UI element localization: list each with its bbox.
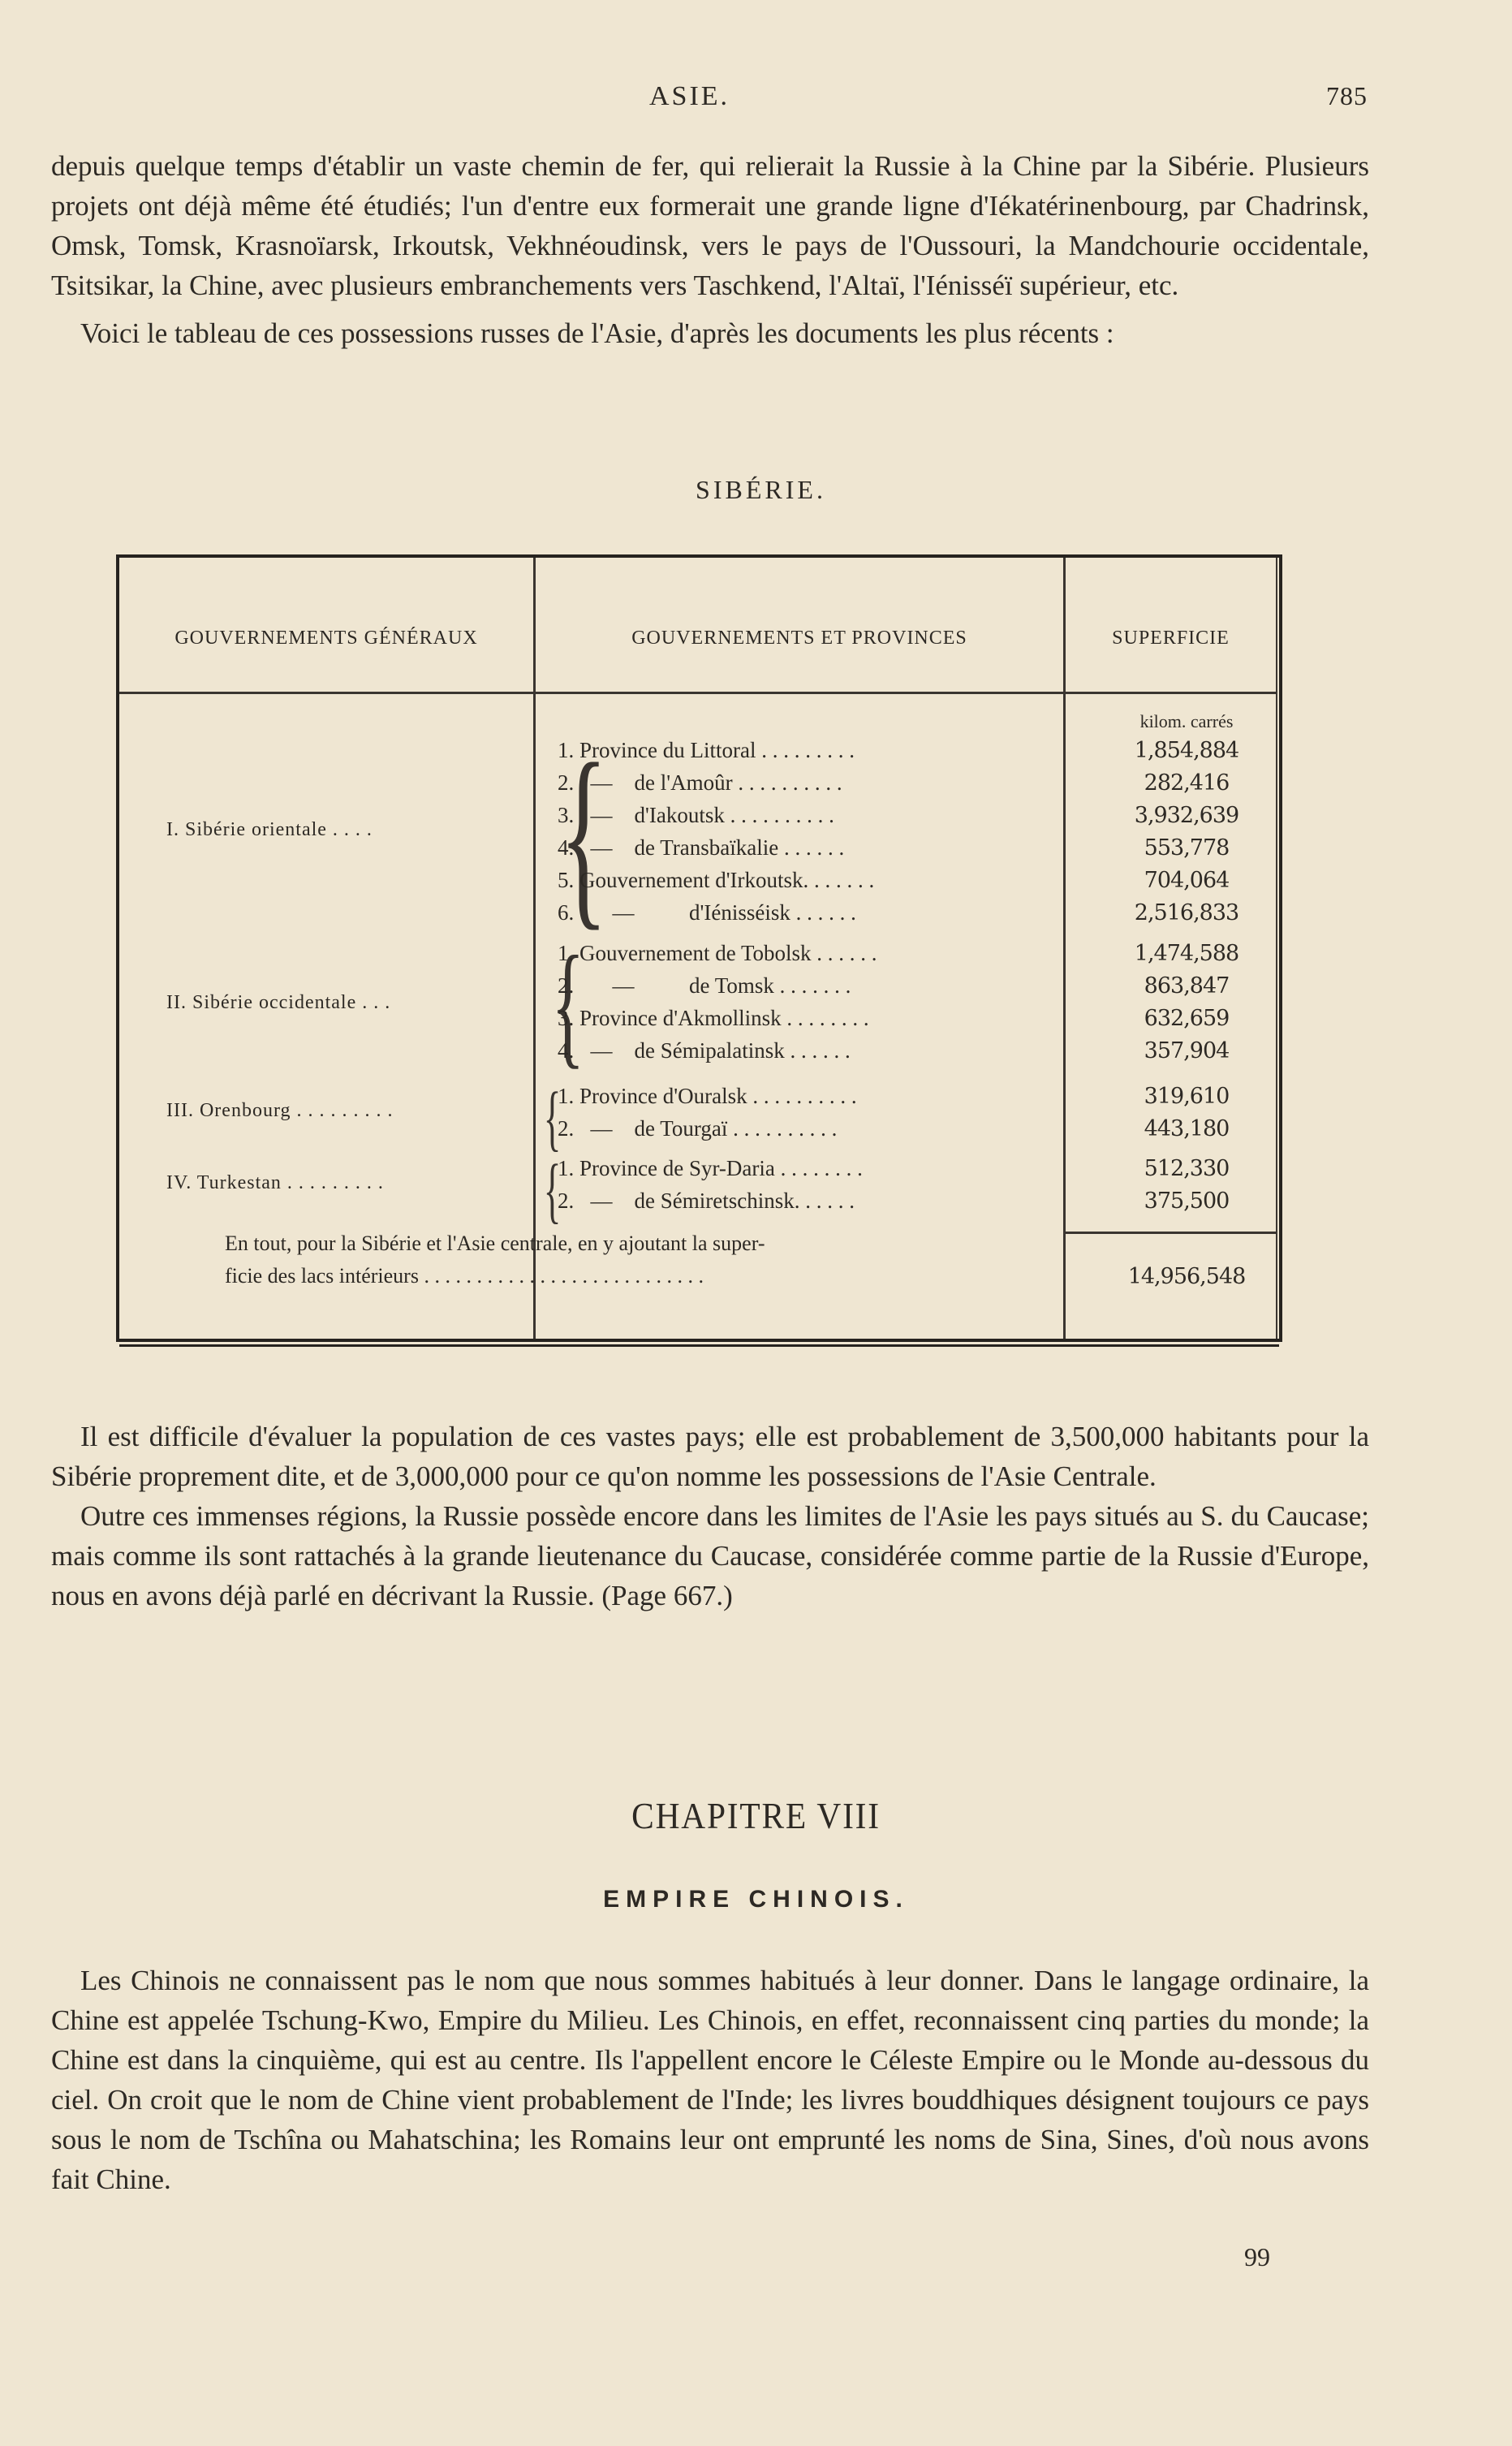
running-title: ASIE. xyxy=(649,81,730,111)
province-row: 3. Province d'Akmollinsk . . . . . . . . xyxy=(558,1006,869,1030)
area-units: kilom. carrés xyxy=(1139,711,1234,731)
area-value: 282,416 xyxy=(1144,770,1230,796)
area-value: 2,516,833 xyxy=(1134,900,1239,925)
siberia-table xyxy=(116,554,1282,1342)
area-value: 357,904 xyxy=(1144,1038,1230,1063)
area-value: 1,474,588 xyxy=(1134,941,1239,966)
area-value: 375,500 xyxy=(1144,1188,1230,1214)
area-value: 512,330 xyxy=(1144,1156,1230,1181)
province-row: 2. — de Sémiretschinsk. . . . . . xyxy=(558,1188,855,1213)
column-rule-3 xyxy=(1276,558,1277,1339)
header-area: SUPERFICIE xyxy=(1112,628,1230,649)
area-value: 3,932,639 xyxy=(1134,803,1239,828)
province-row: 6. — d'Iénisséisk . . . . . . xyxy=(558,900,856,925)
area-value: 553,778 xyxy=(1144,835,1230,861)
province-row: 4. — de Sémipalatinsk . . . . . . xyxy=(558,1038,851,1063)
chapter-text xyxy=(51,1961,1369,2199)
total-rule xyxy=(1063,1232,1276,1234)
province-row: 4. — de Transbaïkalie . . . . . . xyxy=(558,835,845,860)
province-row: 1. Province de Syr-Daria . . . . . . . . xyxy=(558,1156,863,1180)
column-rule-2 xyxy=(1063,558,1066,1339)
province-row: 1. Province du Littoral . . . . . . . . . xyxy=(558,738,855,762)
header-general-governments: GOUVERNEMENTS GÉNÉRAUX xyxy=(174,628,478,649)
population-paragraph: Il est difficile d'évaluer la population de ces vastes pays; elle est probablement de 3,500,000 habitants pour la Sibérie proprement dite, et de 3,000,000 pour ce qu'on nomme les possessions de l'Asie Centrale. xyxy=(51,1421,1369,1492)
bracket-group-3: { xyxy=(543,1078,562,1158)
province-row: 1. Province d'Ouralsk . . . . . . . . . . xyxy=(558,1084,857,1108)
chapter-paragraph: Les Chinois ne connaissent pas le nom que nous sommes habitués à leur donner. Dans le langage ordinaire, la Chine est appelée Tschung-Kwo, Empire du Milieu. Les Chinois, en effet, reconnaissent cinq parties du monde; la Chine est dans la cinquième, qui est au centre. Ils l'appellent encore le Céleste Empire ou le Monde au-dessous du ciel. On croit que le nom de Chine vient probablement de l'Inde; les livres bouddhiques désignent toujours ce pays sous le nom de Tschîna ou Mahatschina; les Romains leur ont emprunté les noms de Sina, Sines, d'où nous avons fait Chine. xyxy=(51,1965,1369,2195)
post-table-text xyxy=(51,1417,1369,1616)
total-label-line-1: En tout, pour la Sibérie et l'Asie centrale, en y ajoutant la super- xyxy=(225,1232,765,1255)
bracket-group-2: { xyxy=(551,928,585,1081)
province-row: 3. — d'Iakoutsk . . . . . . . . . . xyxy=(558,803,834,827)
area-value: 632,659 xyxy=(1144,1006,1230,1031)
province-row: 2. — de Tomsk . . . . . . . xyxy=(558,973,851,998)
chapter-title: CHAPITRE VIII xyxy=(631,1795,881,1836)
chapter-subtitle: EMPIRE CHINOIS. xyxy=(603,1886,909,1913)
header-rule xyxy=(119,692,1276,694)
group-orenbourg: III. Orenbourg . . . . . . . . . xyxy=(166,1100,394,1121)
column-rule-1 xyxy=(533,558,536,1339)
header-governments-provinces: GOUVERNEMENTS ET PROVINCES xyxy=(631,628,967,649)
area-value: 704,064 xyxy=(1144,868,1230,893)
intro-text xyxy=(51,146,1369,353)
area-value: 863,847 xyxy=(1144,973,1230,999)
bracket-group-1: { xyxy=(559,723,608,947)
group-turkestan: IV. Turkestan . . . . . . . . . xyxy=(166,1172,384,1193)
group-siberie-orientale: I. Sibérie orientale . . . . xyxy=(166,819,373,840)
caucasus-paragraph: Outre ces immenses régions, la Russie possède encore dans les limites de l'Asie les pays situés au S. du Caucase; mais comme ils sont rattachés à la grande lieutenance du Caucase, considérée comme partie de la Russie d'Europe, nous en avons déjà parlé en décrivant la Russie. (Page 667.) xyxy=(51,1500,1369,1611)
running-head xyxy=(0,81,1512,122)
table-title: SIBÉRIE. xyxy=(696,475,826,504)
page-number: 785 xyxy=(1326,81,1368,110)
province-row: 2. — de l'Amoûr . . . . . . . . . . xyxy=(558,770,842,795)
intro-paragraph-1: depuis quelque temps d'établir un vaste chemin de fer, qui relierait la Russie à la Chine par la Sibérie. Plusieurs projets ont déjà même été étudiés; l'un d'entre eux formerait une grande ligne d'Iékatérinenbourg, par Chadrinsk, Omsk, Tomsk, Krasnoïarsk, Irkoutsk, Vekhnéoudinsk, vers le pays de l'Oussouri, la Mandchourie occidentale, Tsitsikar, la Chine, avec plusieurs embranchements vers Taschkend, l'Altaï, l'Iénisséï supérieur, etc. xyxy=(51,150,1369,301)
group-siberie-occidentale: II. Sibérie occidentale . . . xyxy=(166,992,391,1013)
province-row: 1. Gouvernement de Tobolsk . . . . . . xyxy=(558,941,877,965)
table-double-rule xyxy=(119,1344,1279,1347)
area-value: 319,610 xyxy=(1144,1084,1230,1109)
bracket-group-4: { xyxy=(543,1150,562,1231)
area-value: 443,180 xyxy=(1144,1116,1230,1141)
total-label-line-2: ficie des lacs intérieurs . . . . . . . . . . . . . . . . . . . . . . . . . . . xyxy=(225,1264,704,1288)
province-row: 2. — de Tourgaï . . . . . . . . . . xyxy=(558,1116,838,1141)
area-value: 1,854,884 xyxy=(1134,738,1239,763)
signature-mark: 99 xyxy=(1244,2242,1270,2271)
total-area-value: 14,956,548 xyxy=(1127,1264,1246,1289)
province-row: 5. Gouvernement d'Irkoutsk. . . . . . . xyxy=(558,868,875,892)
intro-paragraph-2: Voici le tableau de ces possessions russes de l'Asie, d'après les documents les plus récents : xyxy=(80,317,1114,349)
